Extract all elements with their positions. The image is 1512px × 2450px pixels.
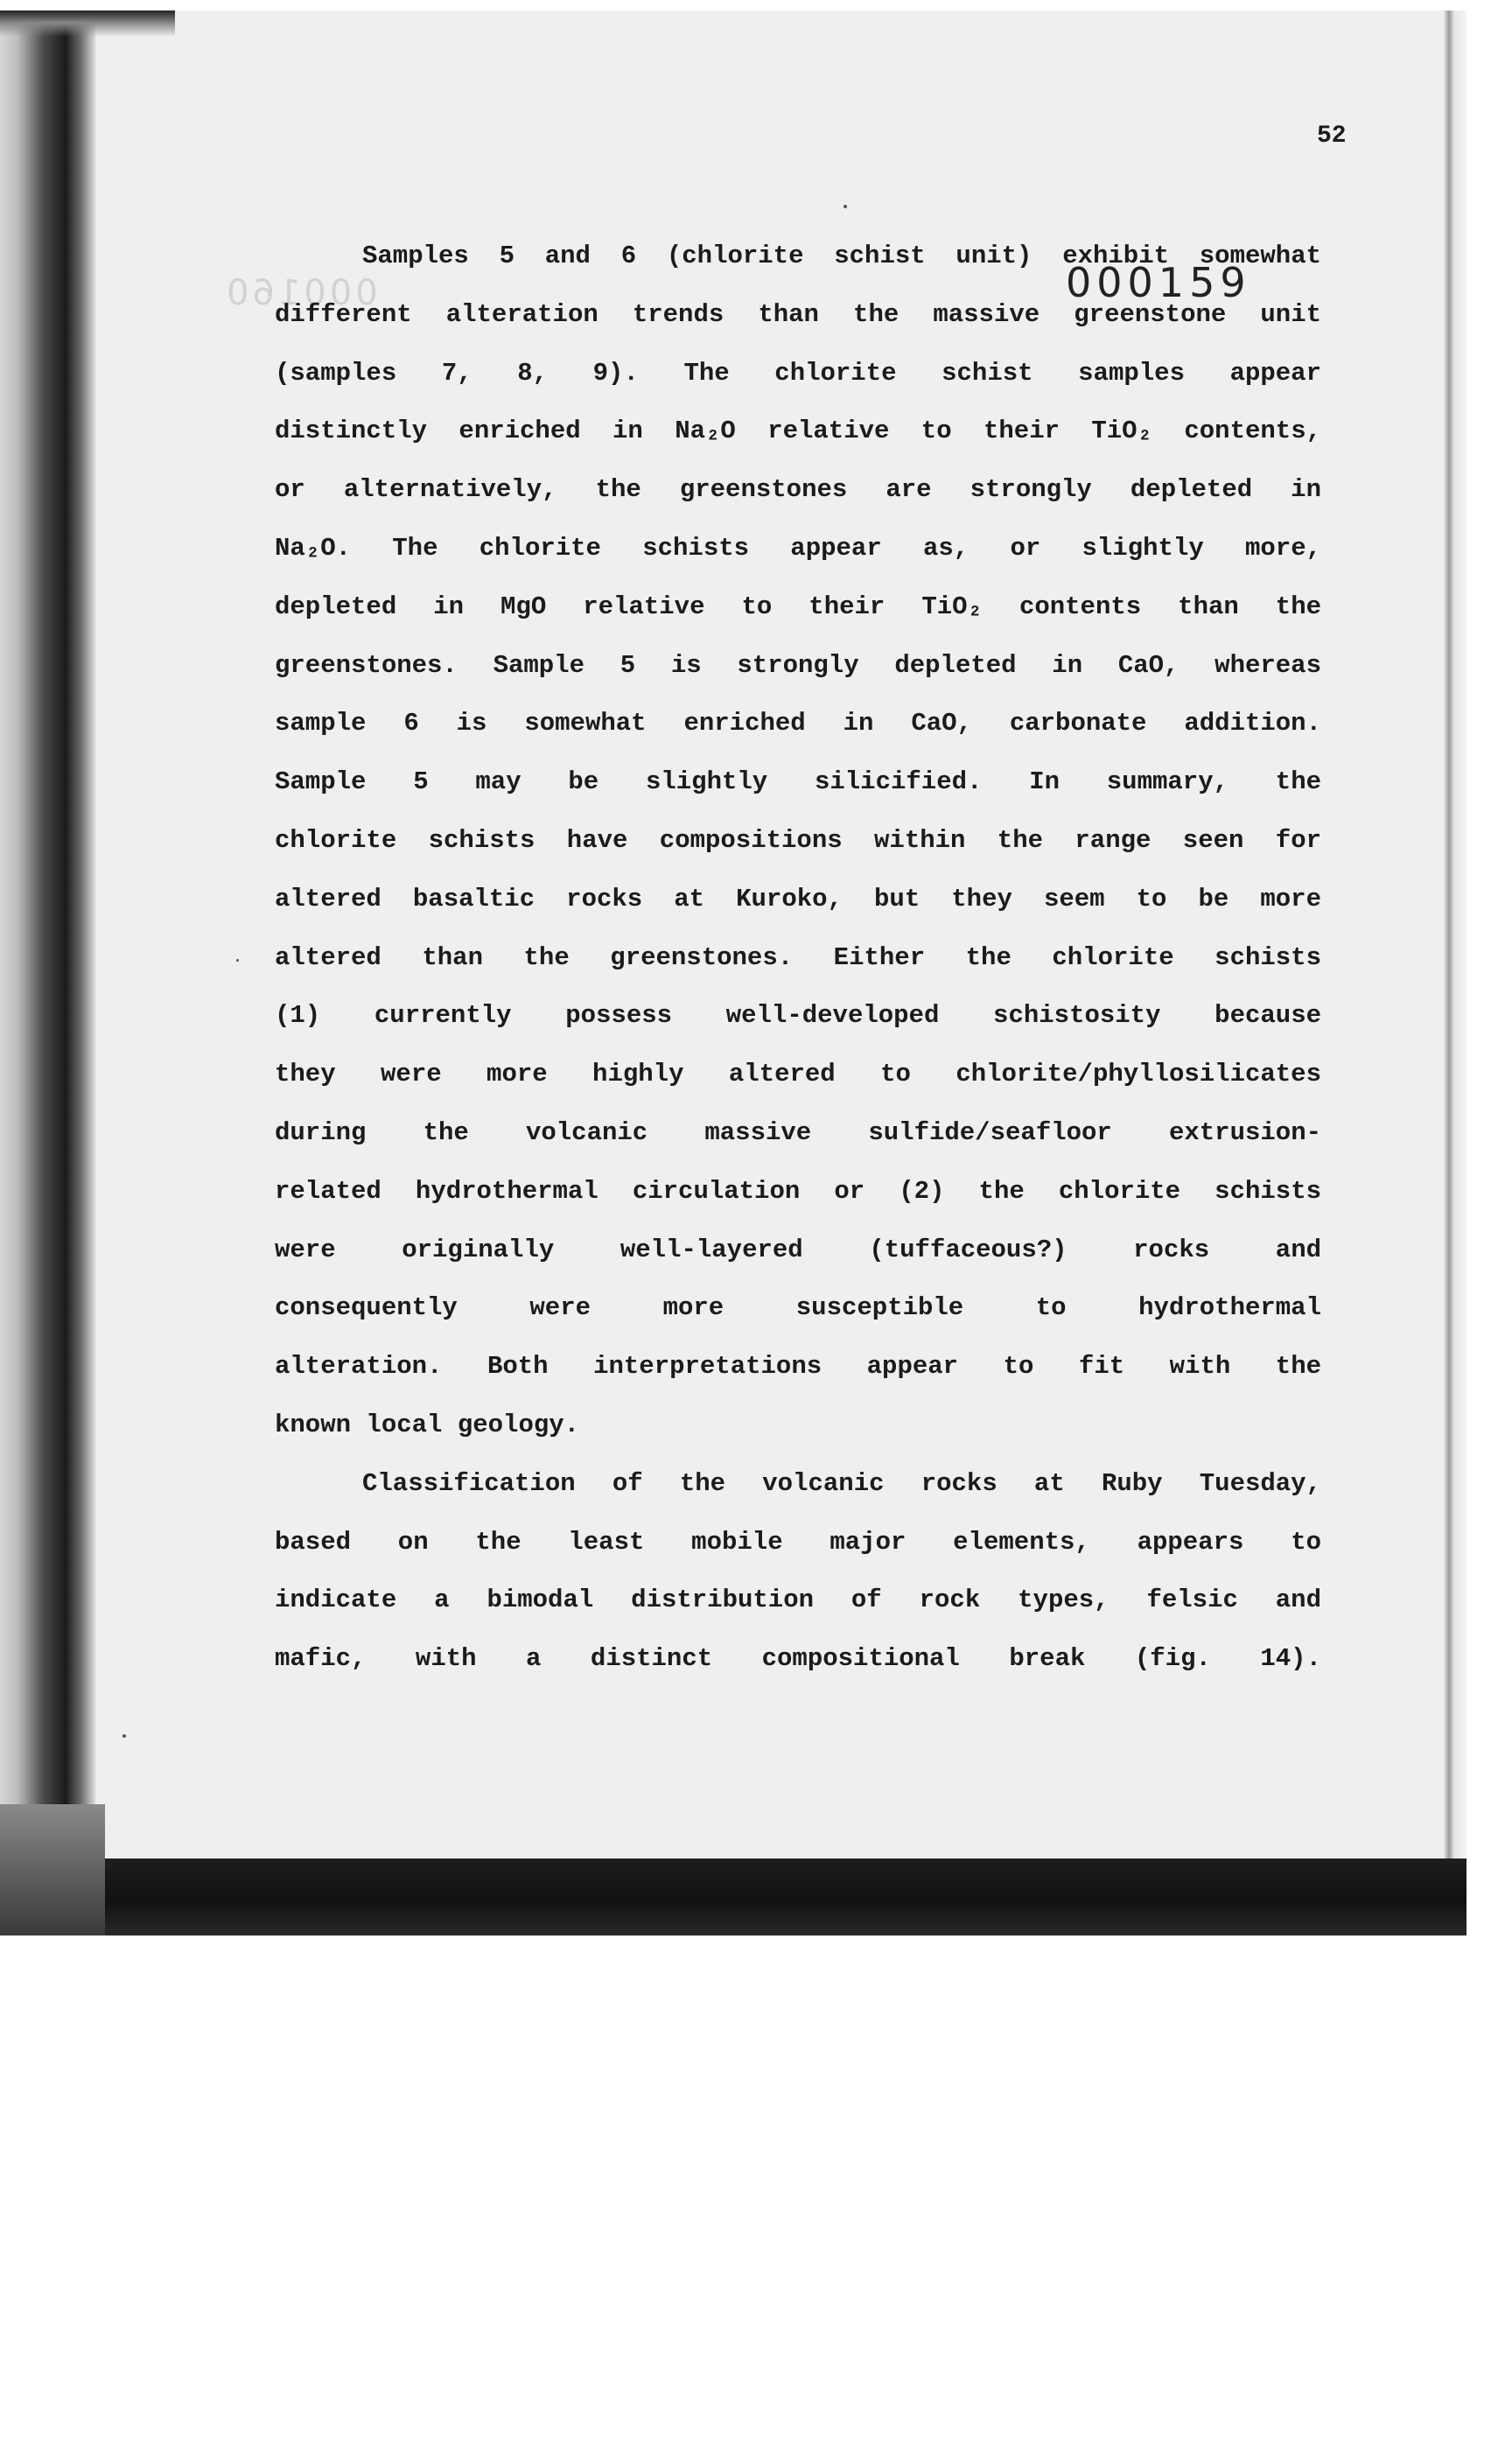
- text-line: consequently were more susceptible to hydrothermal: [275, 1293, 1321, 1323]
- text-line: indicate a bimodal distribution of rock types, felsic and: [275, 1586, 1321, 1615]
- text-line: (1) currently possess well-developed schistosity because: [275, 1001, 1321, 1031]
- right-page-edge: [1444, 10, 1466, 1936]
- text-line: greenstones. Sample 5 is strongly depleted in CaO, whereas: [275, 650, 1321, 680]
- scan-speck: [122, 1734, 126, 1738]
- page-number: 52: [1317, 122, 1347, 150]
- text-line: during the volcanic massive sulfide/seafloor extrusion-: [275, 1117, 1321, 1147]
- text-line: Classification of the volcanic rocks at Ruby Tuesday,: [362, 1468, 1321, 1498]
- text-line: were originally well-layered (tuffaceous?) rocks and: [275, 1235, 1321, 1264]
- text-line: chlorite schists have compositions within the range seen for: [275, 825, 1321, 855]
- text-line: Na₂O. The chlorite schists appear as, or slightly more,: [275, 533, 1321, 563]
- text-line: Sample 5 may be slightly silicified. In summary, the: [275, 767, 1321, 797]
- bottom-scan-border: [0, 1858, 1466, 1936]
- bottom-left-scan-shadow: [0, 1804, 105, 1936]
- body-text: [275, 234, 1321, 1696]
- text-line: Samples 5 and 6 (chlorite schist unit) exhibit somewhat: [362, 242, 1321, 270]
- text-line: related hydrothermal circulation or (2) the chlorite schists: [275, 1176, 1321, 1206]
- text-line: alteration. Both interpretations appear to fit with the: [275, 1352, 1321, 1382]
- text-line: based on the least mobile major elements, appears to: [275, 1527, 1321, 1557]
- scan-speck: [844, 205, 847, 208]
- text-line: depleted in MgO relative to their TiO₂ contents than the: [275, 592, 1321, 621]
- text-line: (samples 7, 8, 9). The chlorite schist samples appear: [275, 358, 1321, 388]
- text-line: altered than the greenstones. Either the chlorite schists: [275, 942, 1321, 972]
- binding-spine-shadow: [0, 10, 96, 1936]
- text-line: sample 6 is somewhat enriched in CaO, carbonate addition.: [275, 709, 1321, 738]
- text-line: they were more highly altered to chlorite/phyllosilicates: [275, 1060, 1321, 1089]
- faded-bleedthrough-stamp: 000160: [223, 273, 378, 313]
- scan-speck: [236, 959, 239, 962]
- text-line: different alteration trends than the massive greenstone unit: [275, 299, 1321, 329]
- text-line: altered basaltic rocks at Kuroko, but they seem to be more: [275, 884, 1321, 914]
- text-line: distinctly enriched in Na₂O relative to their TiO₂ contents,: [275, 416, 1321, 446]
- text-line: mafic, with a distinct compositional break (fig. 14).: [275, 1644, 1321, 1674]
- text-line: or alternatively, the greenstones are strongly depleted in: [275, 475, 1321, 505]
- top-corner-shadow: [0, 10, 175, 37]
- text-line: known local geology.: [275, 1410, 580, 1439]
- document-number-stamp: 000159: [1066, 259, 1251, 306]
